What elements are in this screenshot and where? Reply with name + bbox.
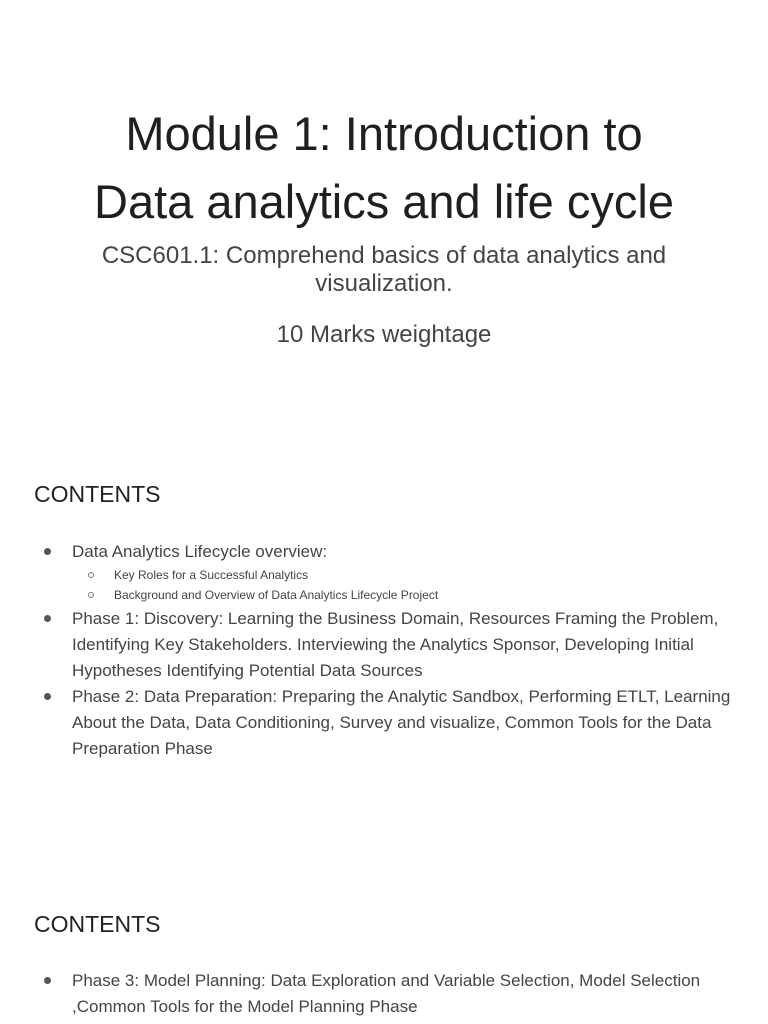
- sub-list: [72, 565, 734, 605]
- list-item-text: Phase 1: Discovery: Learning the Business Domain, Resources Framing the Problem, Identifying Key Stakeholders. Interviewing the Analytics Sponsor, Developing Initial Hypotheses Identifying Potential Data Sources: [72, 609, 719, 680]
- list-item: [44, 539, 734, 605]
- module-title: [0, 100, 768, 236]
- contents-list: [44, 539, 734, 762]
- bullet-icon: [44, 615, 51, 622]
- hollow-bullet-icon: [88, 572, 94, 578]
- course-outcome: CSC601.1: Comprehend basics of data analytics and visualization.: [101, 242, 667, 297]
- module-title-line-2: Data analytics and life cycle: [94, 175, 674, 228]
- list-item: [44, 684, 734, 762]
- contents-list: [44, 968, 734, 1020]
- title-slide: [0, 0, 768, 440]
- sub-list-item: [72, 585, 734, 605]
- contents-heading: CONTENTS: [34, 911, 161, 937]
- hollow-bullet-icon: [88, 592, 94, 598]
- list-item-text: Phase 3: Model Planning: Data Exploration and Variable Selection, Model Selection ,Common Tools for the Model Planning Phase: [72, 971, 701, 1016]
- bullet-icon: [44, 693, 51, 700]
- sub-list-item-text: Key Roles for a Successful Analytics: [114, 568, 309, 582]
- list-item-text: Data Analytics Lifecycle overview:: [72, 542, 328, 561]
- list-item: [44, 968, 734, 1020]
- bullet-icon: [44, 548, 51, 555]
- module-title-line-1: Module 1: Introduction to: [125, 107, 643, 160]
- list-item: [44, 606, 734, 684]
- marks-weightage: 10 Marks weightage: [276, 321, 492, 348]
- bullet-icon: [44, 977, 51, 984]
- sub-list-item-text: Background and Overview of Data Analytics Lifecycle Project: [114, 588, 439, 602]
- list-item-text: Phase 2: Data Preparation: Preparing the Analytic Sandbox, Performing ETLT, Learning About the Data, Data Conditioning, Survey and visualize, Common Tools for the Data Preparation Phase: [72, 687, 731, 758]
- sub-list-item: [72, 565, 734, 585]
- contents-heading: CONTENTS: [34, 481, 161, 507]
